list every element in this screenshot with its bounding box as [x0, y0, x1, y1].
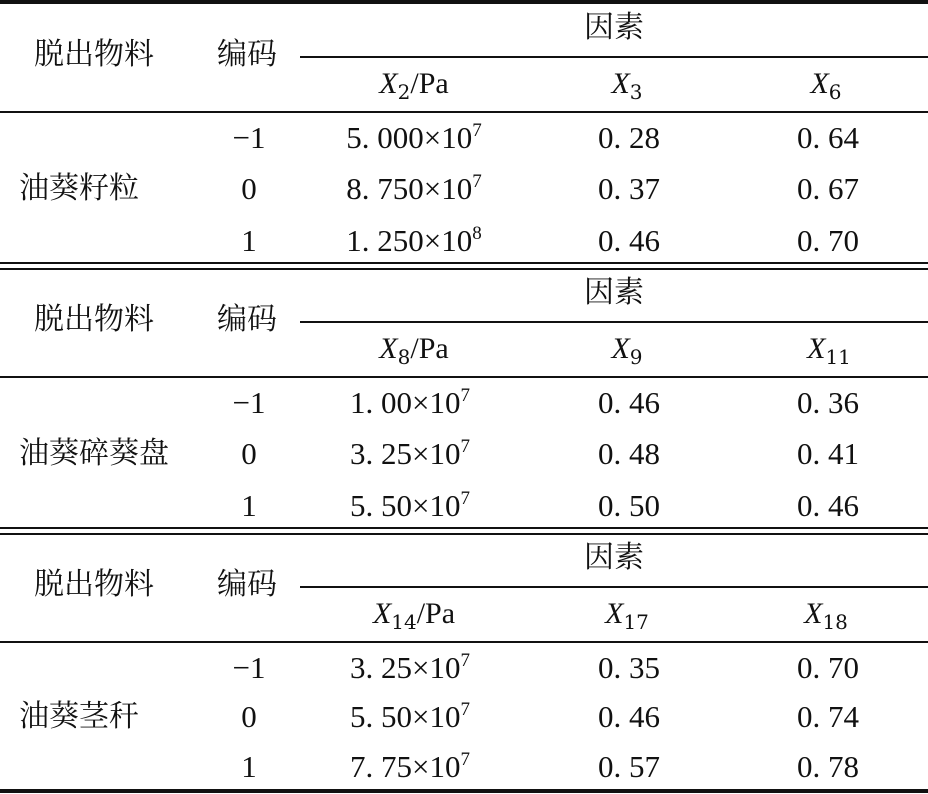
value-cell: 0. 46	[598, 223, 660, 258]
bottom-rule	[0, 789, 928, 793]
value-cell: 5. $50\times 10^7$	[350, 699, 470, 734]
value-cell: 0. 46	[598, 385, 660, 420]
value-cell: 3. $25\times 10^7$	[350, 436, 470, 471]
code-cell: 1	[241, 749, 257, 784]
section-divider-2a	[0, 527, 928, 529]
col-header-1: $X_2/Pa$	[379, 67, 449, 104]
code-cell: 0	[241, 699, 257, 734]
value-cell: 0. 70	[797, 650, 859, 685]
section-divider-1a	[0, 262, 928, 264]
value-cell: 0. 28	[598, 120, 660, 155]
factor-rule-3	[300, 586, 928, 588]
col-header-3: $X_{11}$	[807, 332, 851, 369]
code-cell: −1	[232, 650, 266, 685]
header-material: 脱出物料	[34, 37, 154, 72]
code-cell: 1	[241, 223, 257, 258]
header-material: 脱出物料	[34, 567, 154, 602]
value-cell: 1. $00\times 10^7$	[350, 385, 470, 420]
value-cell: 0. 46	[797, 488, 859, 523]
code-cell: −1	[232, 385, 266, 420]
header-code: 编码	[217, 567, 277, 602]
factor-rule-2	[300, 321, 928, 323]
header-rule-2	[0, 376, 928, 378]
value-cell: 0. 46	[598, 699, 660, 734]
header-factor: 因素	[584, 275, 644, 310]
code-cell: −1	[232, 120, 266, 155]
value-cell: 0. 37	[598, 171, 660, 206]
value-cell: 5. $000\times 10^7$	[346, 120, 482, 155]
value-cell: 0. 48	[598, 436, 660, 471]
value-cell: 1. $250\times 10^8$	[346, 223, 482, 258]
value-cell: 0. 57	[598, 749, 660, 784]
value-cell: 0. 50	[598, 488, 660, 523]
section-divider-2b	[0, 533, 928, 535]
value-cell: 8. $750\times 10^7$	[346, 171, 482, 206]
col-header-2: $X_3$	[611, 67, 643, 104]
header-rule-3	[0, 641, 928, 643]
material-label: 油葵茎秆	[19, 699, 139, 734]
col-header-1: $X_{14}/Pa$	[372, 597, 456, 634]
value-cell: 0. 74	[797, 699, 859, 734]
section-divider-1b	[0, 268, 928, 270]
material-label: 油葵碎葵盘	[19, 436, 169, 471]
header-factor: 因素	[584, 540, 644, 575]
col-header-3: $X_6$	[810, 67, 842, 104]
header-rule-1	[0, 111, 928, 113]
value-cell: 5. $50\times 10^7$	[350, 488, 470, 523]
col-header-2: $X_9$	[611, 332, 643, 369]
header-material: 脱出物料	[34, 302, 154, 337]
value-cell: 0. 64	[797, 120, 859, 155]
value-cell: 0. 67	[797, 171, 859, 206]
col-header-3: $X_{18}$	[804, 597, 848, 634]
value-cell: 0. 41	[797, 436, 859, 471]
value-cell: 0. 78	[797, 749, 859, 784]
code-cell: 0	[241, 436, 257, 471]
factor-rule-1	[300, 56, 928, 58]
value-cell: 0. 70	[797, 223, 859, 258]
code-cell: 0	[241, 171, 257, 206]
header-factor: 因素	[584, 10, 644, 45]
material-label: 油葵籽粒	[19, 171, 139, 206]
value-cell: 0. 36	[797, 385, 859, 420]
value-cell: 3. $25\times 10^7$	[350, 650, 470, 685]
code-cell: 1	[241, 488, 257, 523]
header-code: 编码	[217, 302, 277, 337]
header-code: 编码	[217, 37, 277, 72]
col-header-1: $X_8/Pa$	[379, 332, 449, 369]
value-cell: 7. $75\times 10^7$	[350, 749, 470, 784]
top-rule	[0, 0, 928, 4]
value-cell: 0. 35	[598, 650, 660, 685]
col-header-2: $X_{17}$	[605, 597, 649, 634]
